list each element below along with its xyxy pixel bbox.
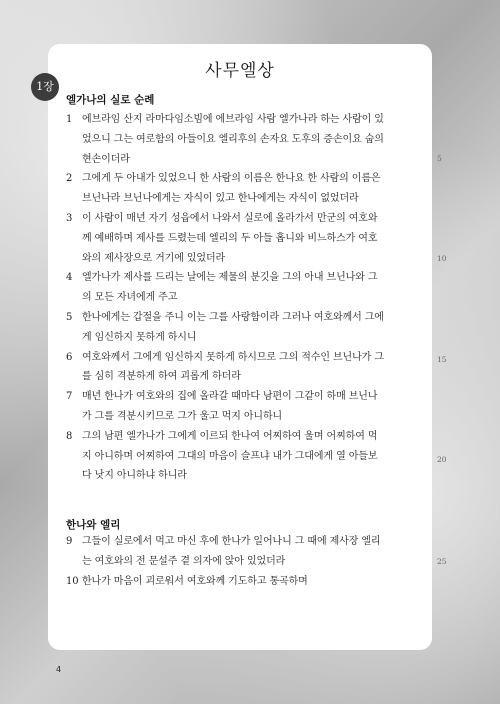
verse-number: 9 <box>66 536 73 547</box>
verse-line: 를 심히 격분하게 하여 괴롭게 하더라 <box>82 371 241 383</box>
verse-line: 그들이 실로에서 먹고 마신 후에 한나가 일어나니 그 때에 제사장 엘리 <box>82 536 381 547</box>
verse-number: 5 <box>66 311 73 323</box>
verse-line: 한나가 마음이 괴로워서 여호와께 기도하고 통곡하며 <box>82 575 308 587</box>
verse-line: 에브라임 산지 라마다임소빔에 에브라임 사람 엘가나라 하는 사람이 있 <box>82 114 384 125</box>
verse-line: 그의 남편 엘가나가 그에게 이르되 한나여 어찌하여 울며 어찌하여 먹 <box>82 430 378 442</box>
verse-line: 그에게 두 아내가 있었으니 한 사람의 이름은 한나요 한 사람의 이름은 <box>82 173 381 185</box>
line-marker-15: 15 <box>437 355 447 364</box>
verse-line: 여호와께서 그에게 임신하지 못하게 하시므로 그의 적수인 브닌나가 그 <box>82 351 384 363</box>
chapter-badge: 1장 <box>31 73 59 101</box>
verse-line: 매년 한나가 여호와의 집에 올라갈 때마다 남편이 그같이 하매 브닌나 <box>82 391 378 403</box>
verse-number: 8 <box>66 430 73 442</box>
verse-line: 이 사람이 매년 자기 성읍에서 나와서 실로에 올라가서 만군의 여호와 <box>82 212 378 224</box>
verse-line: 가 그를 격분시키므로 그가 울고 먹지 아니하니 <box>82 410 283 422</box>
verse <box>66 169 416 209</box>
section-heading-2: 한나와 엘리 <box>66 519 121 531</box>
verse-number: 3 <box>66 212 73 224</box>
verse-number: 2 <box>66 173 73 185</box>
verse-line: 한나에게는 갑절을 주니 이는 그를 사랑함이라 그러나 여호와께서 그에 <box>82 311 384 323</box>
verse-number: 4 <box>66 272 73 284</box>
verse-line: 의 모든 자녀에게 주고 <box>82 292 178 304</box>
verse-number: 6 <box>66 351 73 363</box>
verse-block-1 <box>66 110 416 486</box>
page-number: 4 <box>56 665 62 674</box>
verse <box>66 110 416 169</box>
verse-number: 7 <box>66 391 73 403</box>
line-marker-10: 10 <box>437 254 447 263</box>
verse-line: 게 임신하지 못하게 하시니 <box>82 331 197 343</box>
verse-line: 께 예배하며 제사를 드렸는데 엘리의 두 아들 홉니와 비느하스가 여호 <box>82 232 378 244</box>
verse <box>66 532 416 572</box>
verse <box>66 427 416 486</box>
verse <box>66 308 416 348</box>
line-marker-25: 25 <box>437 557 447 566</box>
verse <box>66 209 416 268</box>
verse <box>66 387 416 427</box>
verse <box>66 572 416 592</box>
verse-block-2 <box>66 532 416 591</box>
verse-line: 었으니 그는 여로함의 아들이요 엘리후의 손자요 도후의 증손이요 숩의 <box>82 133 384 145</box>
verse <box>66 348 416 388</box>
book-title: 사무엘상 <box>205 61 275 81</box>
line-marker-20: 20 <box>437 455 447 464</box>
verse-line: 엘가나가 제사를 드리는 날에는 제물의 분깃을 그의 아내 브닌나와 그 <box>82 272 378 284</box>
verse-line: 지 아니하며 어찌하여 그대의 마음이 슬프냐 내가 그대에게 열 아들보 <box>82 450 378 462</box>
verse-number: 1 <box>66 114 73 125</box>
verse <box>66 268 416 308</box>
line-marker-5: 5 <box>437 154 442 163</box>
verse-line: 현손이더라 <box>82 153 130 165</box>
section-heading-1: 엘가나의 실로 순례 <box>66 94 155 106</box>
verse-line: 는 여호와의 전 문설주 곁 의자에 앉아 있었더라 <box>82 555 286 567</box>
verse-line: 다 낫지 아니하냐 하니라 <box>82 470 187 482</box>
verse-line: 와의 제사장으로 거기에 있었더라 <box>82 252 226 264</box>
verse-line: 브닌나라 브닌나에게는 자식이 있고 한나에게는 자식이 없었더라 <box>82 193 359 205</box>
verse-number: 10 <box>66 575 79 587</box>
